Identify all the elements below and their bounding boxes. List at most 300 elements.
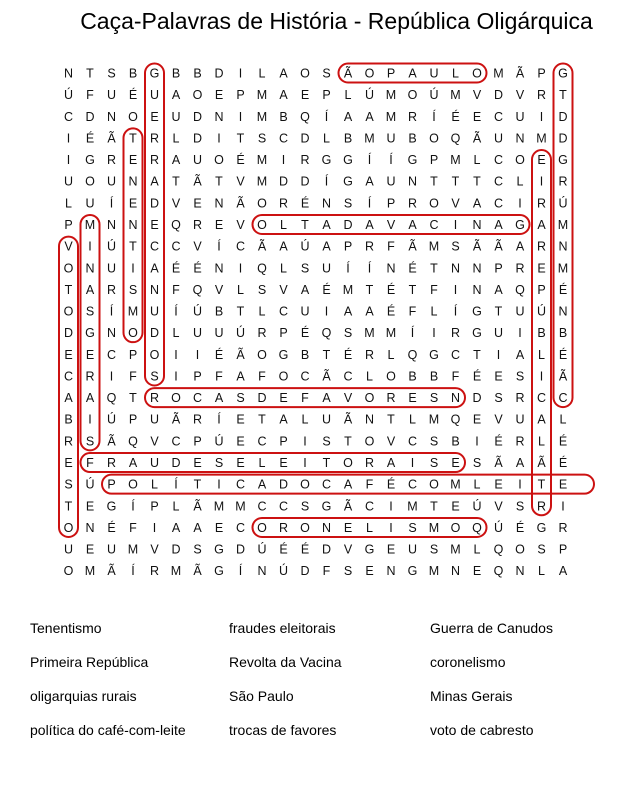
grid-letter: Í [453, 304, 458, 319]
grid-letter: R [536, 196, 547, 211]
grid-letter: C [235, 520, 246, 535]
grid-letter: L [473, 153, 481, 168]
grid-letter: A [64, 391, 73, 406]
grid-letter: E [472, 109, 482, 124]
grid-letter: C [278, 131, 289, 146]
grid-letter: E [64, 456, 73, 471]
grid-letter: S [429, 542, 439, 557]
grid-letter: A [537, 217, 546, 232]
grid-letter: Q [192, 282, 203, 297]
grid-letter: S [537, 542, 546, 557]
grid-letter: T [258, 412, 266, 427]
grid-letter: C [536, 391, 547, 406]
grid-letter: F [86, 456, 94, 471]
grid-letter: S [85, 434, 95, 449]
grid-letter: O [429, 196, 439, 211]
grid-letter: N [214, 109, 224, 124]
grid-letter: O [364, 391, 375, 406]
grid-letter: M [235, 499, 246, 514]
grid-letter: B [408, 131, 417, 146]
grid-letter: P [193, 434, 202, 449]
grid-letter: U [300, 304, 310, 319]
grid-letter: G [343, 153, 353, 168]
grid-letter: É [171, 261, 181, 276]
grid-letter: N [472, 261, 482, 276]
grid-letter: V [236, 217, 245, 232]
grid-letter: Ú [192, 304, 203, 319]
grid-letter: O [407, 88, 418, 103]
grid-letter: N [321, 520, 332, 535]
grid-letter: O [300, 520, 310, 535]
grid-letter: N [364, 412, 375, 427]
grid-letter: E [85, 347, 95, 362]
grid-letter: V [494, 499, 503, 514]
grid-letter: O [515, 153, 525, 168]
grid-letter: M [385, 109, 397, 124]
grid-letter: T [193, 477, 202, 492]
grid-letter: P [128, 347, 138, 362]
grid-letter: C [192, 391, 203, 406]
grid-letter: A [494, 217, 503, 232]
grid-letter: I [518, 326, 522, 341]
grid-letter: O [515, 542, 525, 557]
grid-letter: M [536, 131, 547, 146]
grid-letter: N [149, 282, 160, 297]
grid-letter: E [300, 88, 310, 103]
grid-letter: D [472, 391, 482, 406]
grid-letter: S [343, 564, 353, 579]
grid-letter: O [300, 66, 310, 81]
grid-letter: É [193, 261, 202, 276]
grid-letter: E [214, 520, 224, 535]
grid-letter: B [343, 131, 353, 146]
grid-letter: R [149, 564, 160, 579]
grid-letter: S [193, 542, 202, 557]
grid-letter: A [343, 109, 353, 124]
grid-letter: M [256, 174, 268, 189]
grid-letter: R [149, 153, 160, 168]
grid-letter: R [364, 456, 375, 471]
grid-letter: Í [174, 477, 178, 492]
grid-letter: A [322, 239, 331, 254]
grid-letter: I [496, 347, 501, 362]
grid-letter: L [538, 434, 545, 449]
grid-letter: U [493, 326, 504, 341]
grid-letter: Ã [494, 239, 503, 254]
grid-letter: N [106, 326, 117, 341]
grid-letter: I [539, 369, 544, 384]
grid-letter: E [386, 542, 396, 557]
grid-letter: F [301, 391, 309, 406]
grid-letter: Ú [106, 239, 117, 254]
grid-letter: A [322, 217, 331, 232]
grid-letter: C [407, 477, 418, 492]
grid-letter: G [214, 564, 224, 579]
grid-letter: É [386, 282, 396, 297]
grid-letter: A [85, 391, 95, 406]
grid-letter: O [429, 477, 439, 492]
grid-letter: M [213, 499, 225, 514]
grid-letter: Ã [171, 412, 181, 427]
grid-letter: C [63, 369, 74, 384]
grid-letter: G [472, 326, 482, 341]
grid-letter: D [300, 564, 310, 579]
grid-letter: R [558, 520, 568, 535]
grid-letter: I [66, 153, 71, 168]
grid-letter: F [430, 282, 438, 297]
grid-letter: F [451, 369, 460, 384]
grid-letter: A [365, 174, 374, 189]
grid-letter: T [344, 434, 352, 449]
grid-letter: B [193, 66, 202, 81]
grid-letter: N [558, 239, 568, 254]
grid-letter: I [238, 109, 243, 124]
grid-letter: Q [472, 520, 482, 535]
grid-letter: U [63, 174, 74, 189]
grid-letter: É [300, 196, 310, 211]
grid-letter: A [537, 412, 546, 427]
grid-letter: R [536, 239, 547, 254]
grid-letter: U [106, 542, 117, 557]
grid-letter: D [171, 456, 181, 471]
grid-letter: I [195, 347, 200, 362]
grid-letter: M [450, 88, 461, 103]
grid-letter: D [214, 66, 224, 81]
grid-letter: O [63, 304, 74, 319]
grid-letter: L [366, 369, 373, 384]
grid-letter: A [214, 391, 224, 406]
grid-letter: U [515, 412, 525, 427]
grid-letter: M [127, 542, 139, 557]
grid-letter: Ã [515, 66, 525, 81]
grid-letter: G [321, 153, 332, 168]
grid-letter: Ã [472, 131, 482, 146]
grid-letter: D [278, 477, 289, 492]
grid-letter: N [85, 261, 95, 276]
grid-letter: N [128, 217, 138, 232]
grid-letter: A [343, 304, 353, 319]
grid-letter: U [149, 456, 160, 471]
grid-letter: I [66, 131, 71, 146]
grid-letter: D [493, 88, 504, 103]
grid-letter: Ú [472, 499, 482, 514]
grid-letter: G [85, 153, 95, 168]
grid-letter: Í [367, 261, 372, 276]
grid-letter: Í [367, 196, 372, 211]
grid-letter: B [451, 434, 460, 449]
grid-letter: Í [432, 109, 436, 124]
grid-letter: C [407, 434, 418, 449]
grid-letter: R [515, 434, 525, 449]
grid-letter: R [63, 434, 74, 449]
grid-letter: I [217, 477, 221, 492]
grid-letter: S [322, 434, 331, 449]
grid-letter: Í [410, 326, 415, 341]
grid-letter: I [518, 477, 522, 492]
grid-letter: M [84, 564, 96, 579]
grid-letter: R [407, 109, 418, 124]
grid-letter: I [152, 520, 157, 535]
grid-letter: I [389, 520, 393, 535]
grid-letter: L [237, 282, 244, 297]
grid-letter: R [278, 520, 289, 535]
grid-letter: A [279, 239, 288, 254]
grid-letter: É [408, 261, 417, 276]
grid-letter: Ú [85, 477, 95, 492]
grid-letter: P [279, 326, 288, 341]
grid-letter: V [451, 196, 460, 211]
grid-letter: I [303, 434, 307, 449]
grid-letter: E [214, 217, 224, 232]
grid-letter: N [85, 520, 95, 535]
grid-letter: M [493, 66, 504, 81]
grid-letter: V [494, 412, 503, 427]
grid-letter: L [280, 217, 287, 232]
grid-letter: R [192, 217, 203, 232]
grid-letter: Ã [472, 239, 482, 254]
grid-letter: D [85, 109, 95, 124]
grid-letter: C [493, 153, 504, 168]
grid-letter: I [281, 153, 286, 168]
grid-letter: B [128, 66, 138, 81]
grid-letter: N [106, 109, 117, 124]
grid-letter: C [278, 304, 289, 319]
grid-letter: Ú [429, 88, 439, 103]
grid-letter: É [300, 542, 310, 557]
grid-letter: C [171, 239, 181, 254]
grid-letter: A [365, 217, 374, 232]
grid-letter: E [343, 520, 353, 535]
grid-letter: A [515, 347, 525, 362]
grid-letter: T [215, 174, 223, 189]
grid-letter: C [493, 109, 504, 124]
grid-letter: P [236, 88, 245, 103]
grid-letter: L [516, 174, 524, 189]
grid-letter: É [85, 131, 95, 146]
grid-letter: Ú [364, 88, 375, 103]
grid-letter: P [386, 66, 396, 81]
word-list-item: São Paulo [229, 688, 294, 704]
grid-letter: E [451, 499, 460, 514]
grid-letter: M [127, 304, 139, 319]
grid-letter: Í [238, 564, 243, 579]
grid-letter: R [149, 391, 160, 406]
grid-letter: I [88, 412, 92, 427]
grid-letter: L [473, 477, 481, 492]
grid-letter: T [236, 304, 245, 319]
grid-letter: S [300, 261, 310, 276]
grid-letter: O [278, 369, 289, 384]
puzzle-title: Caça-Palavras de História - República Oligárquica [80, 8, 593, 34]
grid-letter: V [150, 434, 159, 449]
grid-letter: L [538, 564, 545, 579]
grid-letter: E [279, 391, 288, 406]
grid-letter: C [235, 239, 246, 254]
grid-letter: F [172, 282, 180, 297]
grid-letter: É [494, 434, 503, 449]
word-list-item: Minas Gerais [430, 688, 513, 704]
grid-letter: G [343, 174, 353, 189]
grid-letter: N [472, 217, 482, 232]
grid-letter: B [279, 109, 288, 124]
grid-letter: A [128, 456, 138, 471]
grid-letter: Í [389, 153, 393, 168]
grid-letter: S [150, 369, 159, 384]
grid-letter: R [515, 391, 525, 406]
grid-letter: C [450, 347, 461, 362]
grid-letter: M [450, 542, 461, 557]
grid-letter: Ã [257, 239, 267, 254]
grid-letter: O [63, 520, 74, 535]
grid-letter: A [85, 282, 95, 297]
grid-letter: A [279, 412, 288, 427]
grid-letter: R [407, 196, 418, 211]
grid-letter: E [150, 217, 159, 232]
grid-letter: T [64, 282, 73, 297]
grid-letter: M [170, 564, 182, 579]
grid-letter: O [364, 66, 375, 81]
grid-letter: Ã [107, 434, 116, 449]
grid-letter: A [408, 66, 417, 81]
grid-letter: T [129, 131, 137, 146]
grid-letter: N [407, 174, 418, 189]
grid-letter: Ú [300, 239, 310, 254]
grid-letter: N [214, 196, 224, 211]
grid-letter: B [171, 66, 181, 81]
grid-letter: M [364, 326, 375, 341]
grid-letter: G [558, 66, 568, 81]
grid-letter: I [475, 434, 479, 449]
grid-letter: Q [257, 261, 267, 276]
grid-letter: S [214, 456, 224, 471]
grid-letter: A [150, 261, 159, 276]
grid-letter: L [473, 542, 481, 557]
grid-letter: É [515, 520, 525, 535]
grid-letter: A [279, 88, 288, 103]
grid-letter: Ã [193, 499, 202, 514]
grid-letter: O [128, 326, 138, 341]
word-list-item: política do café-com-leite [30, 722, 186, 738]
grid-letter: É [472, 369, 482, 384]
grid-letter: R [257, 326, 267, 341]
grid-letter: D [192, 109, 203, 124]
grid-letter: Q [493, 542, 504, 557]
grid-letter: C [63, 109, 74, 124]
grid-letter: A [171, 153, 181, 168]
grid-letter: T [172, 174, 180, 189]
grid-letter: E [193, 196, 202, 211]
grid-letter: O [171, 391, 181, 406]
grid-letter: O [214, 153, 224, 168]
grid-letter: S [494, 391, 503, 406]
grid-letter: V [343, 542, 353, 557]
grid-letter: Ú [63, 88, 74, 103]
grid-letter: G [536, 520, 547, 535]
grid-letter: A [171, 88, 181, 103]
grid-letter: I [389, 499, 393, 514]
grid-letter: T [430, 174, 438, 189]
grid-letter: T [451, 174, 460, 189]
grid-letter: E [128, 153, 138, 168]
grid-letter: U [106, 88, 117, 103]
grid-letter: Ã [408, 239, 417, 254]
grid-letter: Ú [106, 412, 117, 427]
grid-letter: M [428, 520, 440, 535]
grid-letter: O [386, 369, 396, 384]
grid-letter: O [85, 174, 95, 189]
grid-letter: B [429, 369, 439, 384]
grid-letter: N [386, 261, 396, 276]
word-list-item: trocas de favores [229, 722, 337, 738]
grid-letter: S [257, 282, 267, 297]
word-list-item: Guerra de Canudos [430, 620, 553, 636]
grid-letter: L [65, 196, 72, 211]
grid-letter: O [63, 564, 74, 579]
grid-letter: S [107, 66, 116, 81]
grid-letter: Q [321, 326, 332, 341]
grid-letter: A [193, 520, 202, 535]
grid-letter: O [429, 131, 439, 146]
grid-letter: R [558, 174, 568, 189]
grid-letter: B [558, 326, 568, 341]
grid-letter: Q [407, 347, 418, 362]
grid-letter: M [342, 282, 354, 297]
grid-letter: N [321, 196, 332, 211]
grid-letter: G [321, 499, 332, 514]
grid-letter: E [85, 499, 95, 514]
grid-letter: Ã [107, 564, 116, 579]
grid-letter: Í [367, 153, 372, 168]
grid-letter: E [365, 564, 374, 579]
grid-letter: R [450, 326, 461, 341]
grid-letter: E [64, 347, 73, 362]
grid-letter: U [321, 412, 332, 427]
grid-letter: Ú [558, 196, 568, 211]
grid-letter: P [64, 217, 73, 232]
grid-letter: É [343, 347, 353, 362]
grid-letter: T [537, 477, 546, 492]
grid-letter: O [343, 456, 353, 471]
grid-letter: G [558, 153, 568, 168]
grid-letter: E [451, 456, 460, 471]
grid-letter: É [558, 347, 568, 362]
grid-letter: U [386, 131, 396, 146]
grid-letter: T [322, 347, 331, 362]
grid-letter: G [407, 153, 418, 168]
grid-letter: E [85, 542, 95, 557]
grid-letter: V [279, 282, 288, 297]
grid-letter: D [300, 131, 310, 146]
grid-letter: É [386, 304, 396, 319]
grid-letter: C [171, 434, 181, 449]
grid-letter: O [364, 434, 375, 449]
grid-letter: Ã [236, 347, 245, 362]
grid-letter: C [235, 477, 246, 492]
grid-letter: E [236, 456, 245, 471]
grid-letter: M [256, 153, 268, 168]
grid-letter: E [236, 434, 245, 449]
grid-letter: N [450, 391, 461, 406]
grid-letter: T [430, 499, 438, 514]
grid-letter: P [279, 434, 288, 449]
grid-letter: É [300, 326, 310, 341]
grid-letter: C [493, 174, 504, 189]
grid-letter: N [386, 564, 396, 579]
grid-letter: N [257, 564, 267, 579]
grid-letter: E [472, 564, 482, 579]
grid-letter: F [129, 369, 137, 384]
grid-letter: C [429, 217, 439, 232]
